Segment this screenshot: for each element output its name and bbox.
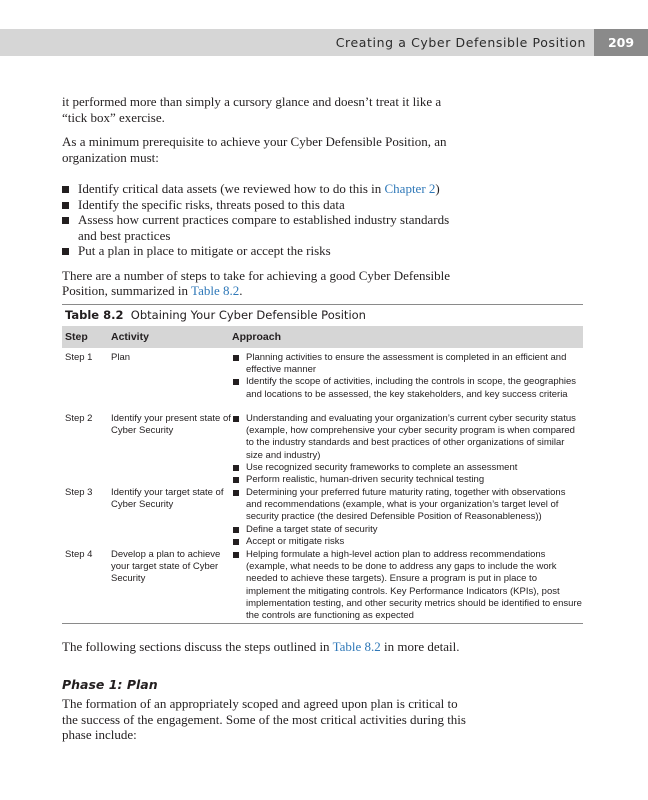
- step-cell: Step 3: [65, 487, 93, 498]
- approach-cell: [232, 549, 582, 622]
- bullet-square-icon: [62, 186, 69, 193]
- table-8-2: [62, 304, 583, 624]
- approach-cell: [232, 352, 582, 401]
- table-8-2-link[interactable]: Table 8.2: [332, 639, 381, 654]
- bullet-square-icon: [233, 539, 239, 545]
- approach-item: Understanding and evaluating your organization’s current cyber security status (example, how comprehensive your cyber security program is when compared to the industry standards and best practices of other organizations of similar size and industry): [232, 413, 582, 462]
- page-number: 209: [594, 29, 648, 56]
- bullet-square-icon: [233, 477, 239, 483]
- column-header-step: Step: [65, 331, 88, 343]
- list-item: Assess how current practices compare to established industry standards and best practices: [62, 212, 466, 243]
- approach-item: Planning activities to ensure the assessment is completed in an efficient and effective manner: [232, 352, 582, 376]
- approach-cell: [232, 413, 582, 486]
- intro-paragraph-1: it performed more than simply a cursory glance and doesn’t treat it like a “tick box” exercise.: [62, 94, 442, 125]
- approach-item: Accept or mitigate risks: [232, 536, 582, 548]
- approach-item: Identify the scope of activities, including the controls in scope, the geographies and locations to be assessed, the key stakeholders, and key success criteria: [232, 376, 582, 400]
- bullet-square-icon: [233, 552, 239, 558]
- activity-cell: Develop a plan to achieve your target state of Cyber Security: [111, 549, 221, 585]
- list-item: Put a plan in place to mitigate or accept the risks: [62, 243, 466, 259]
- approach-cell: [232, 487, 582, 548]
- approach-item: Define a target state of security: [232, 524, 582, 536]
- after-table-paragraph: The following sections discuss the steps outlined in Table 8.2 in more detail.: [62, 639, 460, 654]
- header-title: Creating a Cyber Defensible Position: [335, 35, 586, 50]
- bullet-square-icon: [62, 217, 69, 224]
- phase-1-heading: Phase 1: Plan: [62, 677, 158, 692]
- intro-paragraph-3: There are a number of steps to take for achieving a good Cyber Defensible Position, summarized in Table 8.2.: [62, 267, 451, 298]
- approach-item: Use recognized security frameworks to complete an assessment: [232, 462, 582, 474]
- column-header-activity: Activity: [111, 331, 149, 343]
- intro-paragraph-2: As a minimum prerequisite to achieve your Cyber Defensible Position, an organization must:: [62, 134, 447, 165]
- bullet-square-icon: [233, 355, 239, 361]
- table-8-2-link[interactable]: Table 8.2: [191, 283, 240, 298]
- step-cell: Step 2: [65, 413, 93, 424]
- step-cell: Step 4: [65, 549, 93, 560]
- bullet-square-icon: [233, 416, 239, 422]
- bullet-square-icon: [233, 490, 239, 496]
- bullet-square-icon: [233, 379, 239, 385]
- approach-item: Determining your preferred future maturity rating, together with observations and recommendations (example, what is your organization’s target level of security practice (the desired Defensible Position of Reasonableness)): [232, 487, 582, 524]
- phase-1-paragraph: The formation of an appropriately scoped and agreed upon plan is critical to the success of the engagement. Some of the most critical activities during this phase include:: [62, 696, 466, 742]
- column-header-approach: Approach: [232, 331, 282, 343]
- table-caption: Table 8.2 Obtaining Your Cyber Defensible Position: [65, 308, 366, 322]
- approach-item: Helping formulate a high-level action plan to address recommendations (example, what needs to be done to address any gaps to include the work needed to achieve these targets). Ensure a program is put in place to implement the mitigating controls. Key Performance Indicators (KPIs), post implementation testing, and other security metrics should be identified to ensure the controls are functioning as expected: [232, 549, 582, 622]
- approach-item: Perform realistic, human-driven security technical testing: [232, 474, 582, 486]
- intro-section: [62, 94, 466, 299]
- activity-cell: Identify your present state of Cyber Security: [111, 413, 231, 437]
- activity-cell: Identify your target state of Cyber Security: [111, 487, 224, 511]
- prerequisite-list: [62, 181, 466, 259]
- running-header: [0, 29, 648, 56]
- list-item: Identify the specific risks, threats posed to this data: [62, 197, 466, 213]
- phase-1-section: [62, 696, 466, 743]
- list-item: Identify critical data assets (we reviewed how to do this in Chapter 2): [62, 181, 466, 197]
- bullet-square-icon: [62, 202, 69, 209]
- activity-cell: Plan: [111, 352, 131, 363]
- after-table-section: [62, 639, 502, 655]
- table-header-row: [62, 326, 583, 348]
- bullet-square-icon: [233, 527, 239, 533]
- bullet-square-icon: [233, 465, 239, 471]
- step-cell: Step 1: [65, 352, 93, 363]
- bullet-square-icon: [62, 248, 69, 255]
- chapter-2-link[interactable]: Chapter 2: [384, 181, 436, 196]
